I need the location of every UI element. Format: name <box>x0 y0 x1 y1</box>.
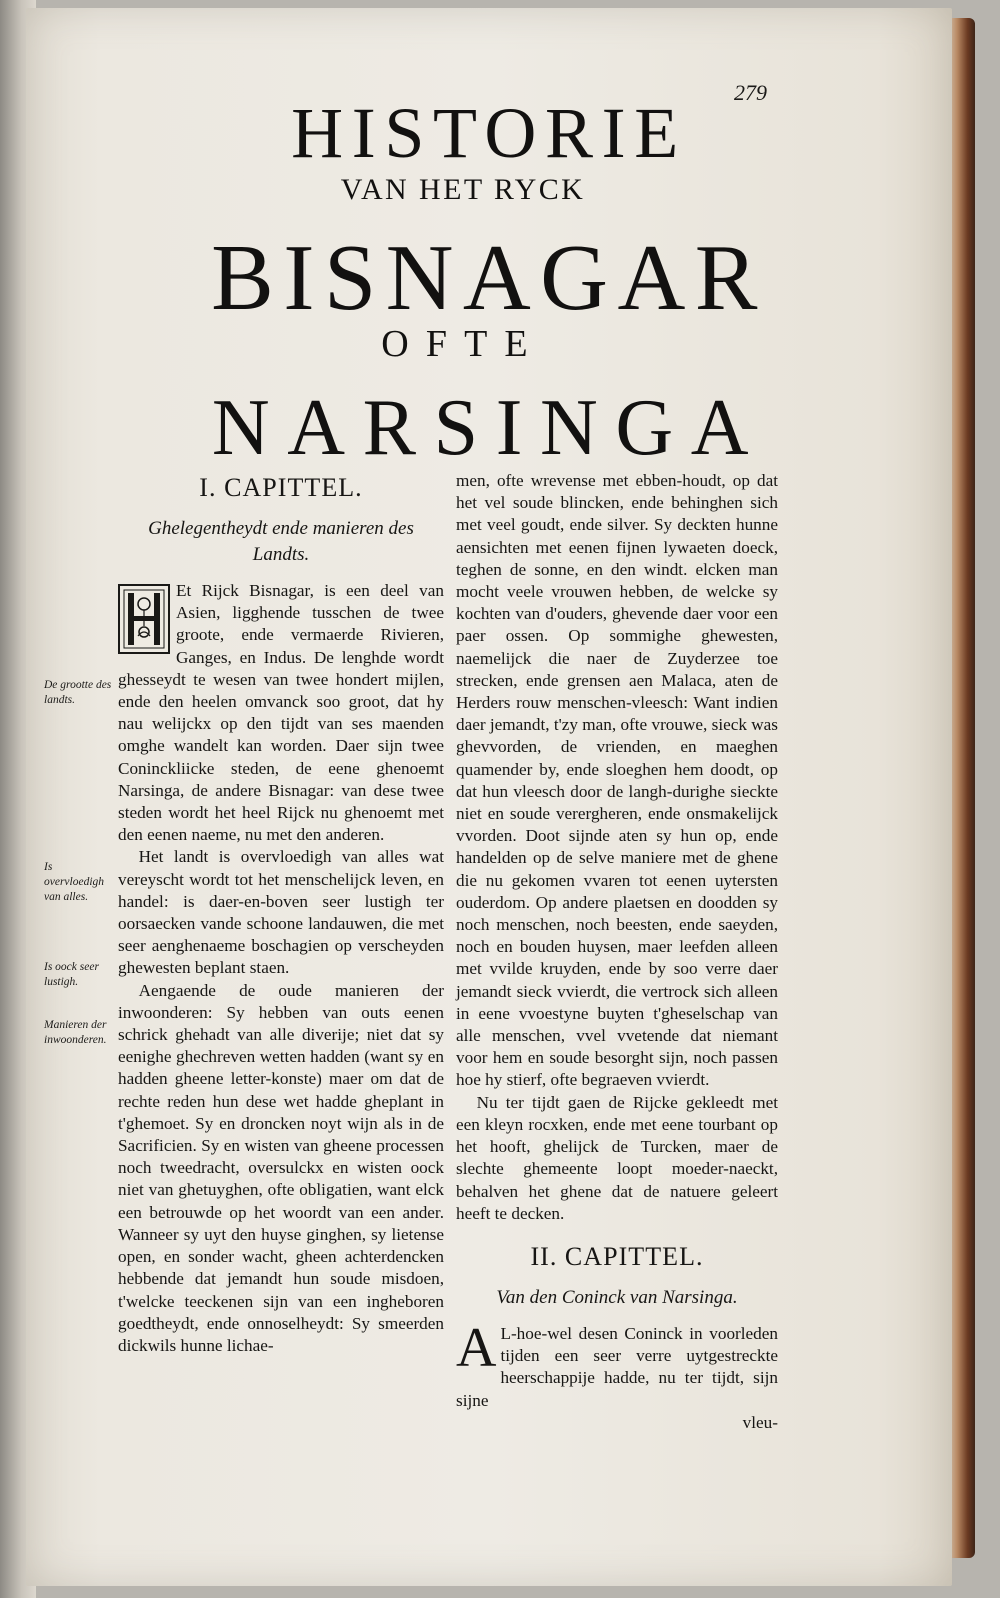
chapter-1-paragraph-2: Het landt is overvloedigh van alles wat vereyscht wordt tot het menschelijck leven, en handel: is daer-en-boven seer lustigh ter oorsaecken vande schoone landauwen, die met seer aenghenaeme boschagien op verscheyden ghewesten beplant staen. <box>118 847 444 978</box>
right-column <box>456 470 778 1434</box>
margin-note-grootte: De grootte des landts. <box>44 679 112 706</box>
margin-note-manieren: Manieren der inwoonderen. <box>44 1019 107 1046</box>
catchword: vleu- <box>742 1412 778 1432</box>
initial-letter-a: A <box>456 1316 497 1379</box>
chapter-1-subtitle: Ghelegentheydt ende manieren des Landts. <box>148 518 414 565</box>
right-column-paragraph-1: men, ofte wrevense met ebben-houdt, op dat het vel soude blincken, ende behinghen sich met veel goudt, ende silver. Sy deckten hunne aensichten met eenen fijnen lywaeten doeck, teghen de sonne, en den windt. elcken man mocht veele vrouwen hebben, de welcke sy kochten van d'ouders, ghevende daer voor een paer ossen. Op sommighe ghewesten, naemelijck die naer de Zuyderzee toe strecken, ende grensen aen Malaca, aten de Herders rouw menschen-vleesch: Want indien daer jemandt, t'zy man, ofte vrouwe, sieck was ghevvorden, de vrienden, en maeghen quamender by, ende sloeghen hem doodt, op dat hun vleesch door de langh-durighe sieckte niet en soude verergheren, ende onsmakelijck vvorden. Doot sijnde aten sy hun op, ende handelden op de selve maniere met de ghene die nu gekomen vvaren tot eenen uytersten ouderdom. Op andere plaetsen en doodden sy noch menschen, noch beesten, ende saeyden, noch en bouden huysen, maer leefden alleen met vvilde kruyden, ende by soo verre daer jemandt sieck vvierdt, die vertrock sich alleen in eene vvoestyne buyten t'gheselschap van alle menschen, vvel vvetende dat niemant voor hem en soude besorght sijn, noch passen hoe hy stierf, ofte begraeven vvierdt. <box>456 471 778 1090</box>
chapter-2-subtitle: Van den Coninck van Narsinga. <box>496 1286 738 1308</box>
decorated-initial-h <box>118 584 170 654</box>
right-column-paragraph-2: Nu ter tijdt gaen de Rijcke gekleedt met een kleyn rocxken, ende met eene tourbant op het hooft, ghelijck de Turcken, maer de slechte ghemeente loopt moeder-naeckt, behalven het ghene dat de natuere geleert heeft te decken. <box>456 1092 778 1223</box>
chapter-1-paragraph-3: Aengaende de oude manieren der inwoonderen: Sy hebben van outs eenen schrick ghehadt van alle diverije; niet dat sy eenighe ghechreven wetten hadden (want sy en hadden gheene letter-konste) maer om dat de rechte reden hun dese wet hadde gheplant in t'ghemoet. Sy en droncken noyt wijn als in de Sacrificien. Sy en wisten van gheene processen noch tweedracht, oversulckx en wisten oock niet van ghetuyghen, ofte obligatien, want elck een betrouwde op het woordt van een ander. Wanneer sy uyt den huyse ginghen, sy lietense open, en sonder wacht, gheen achterdencken hebbende dat jemandt hun soude misdoen, t'welcke teeckenen sijn van een ingheboren goedtheydt, ende onnoselheydt: Sy smeerden dickwils hunne lichae- <box>118 980 444 1355</box>
left-column <box>118 470 444 1357</box>
title-line-van-het-ryck: VAN HET RYCK <box>340 173 586 206</box>
margin-note-overvloedigh: Is overvloedigh van alles. <box>44 861 105 903</box>
margin-note-lustigh: Is oock seer lustigh. <box>44 961 99 988</box>
floral-initial-icon <box>122 588 166 650</box>
chapter-1-heading: I. CAPITTEL. <box>199 473 363 502</box>
chapter-1-body <box>118 580 444 1357</box>
chapter-2-body <box>456 1316 778 1434</box>
title-line-narsinga: NARSINGA <box>211 384 767 472</box>
page-number: 279 <box>734 80 767 105</box>
title-line-historie: HISTORIE <box>291 93 687 173</box>
title-line-bisnagar: BISNAGAR <box>211 226 767 330</box>
chapter-2-paragraph-1: L-hoe-wel desen Coninck in voorleden tijden een seer verre uytgestreckte heerschappije hadde, nu ter tijdt, sijn sijne <box>456 1323 778 1410</box>
title-line-ofte: OFTE <box>381 323 545 365</box>
chapter-2-heading: II. CAPITTEL. <box>530 1241 704 1271</box>
chapter-1-paragraph-1: Et Rijck Bisnagar, is een deel van Asien, ligghende tusschen de twee groote, ende vermaerde Rivieren, Ganges, en Indus. De lenghde wordt ghesseydt te wesen van twee hondert mijlen, ende den heelen omvanck soo groot, dat hy nau welijckx op den tijdt van ses maenden omghe wandelt kan worden. Daer sijn twee Coninckliicke steden, de eene ghenoemt Narsinga, de andere Bisnagar: van dese twee steden wordt het heel Rijck nu ghenoemt met den eenen naeme, nu met den anderen. <box>118 581 444 845</box>
